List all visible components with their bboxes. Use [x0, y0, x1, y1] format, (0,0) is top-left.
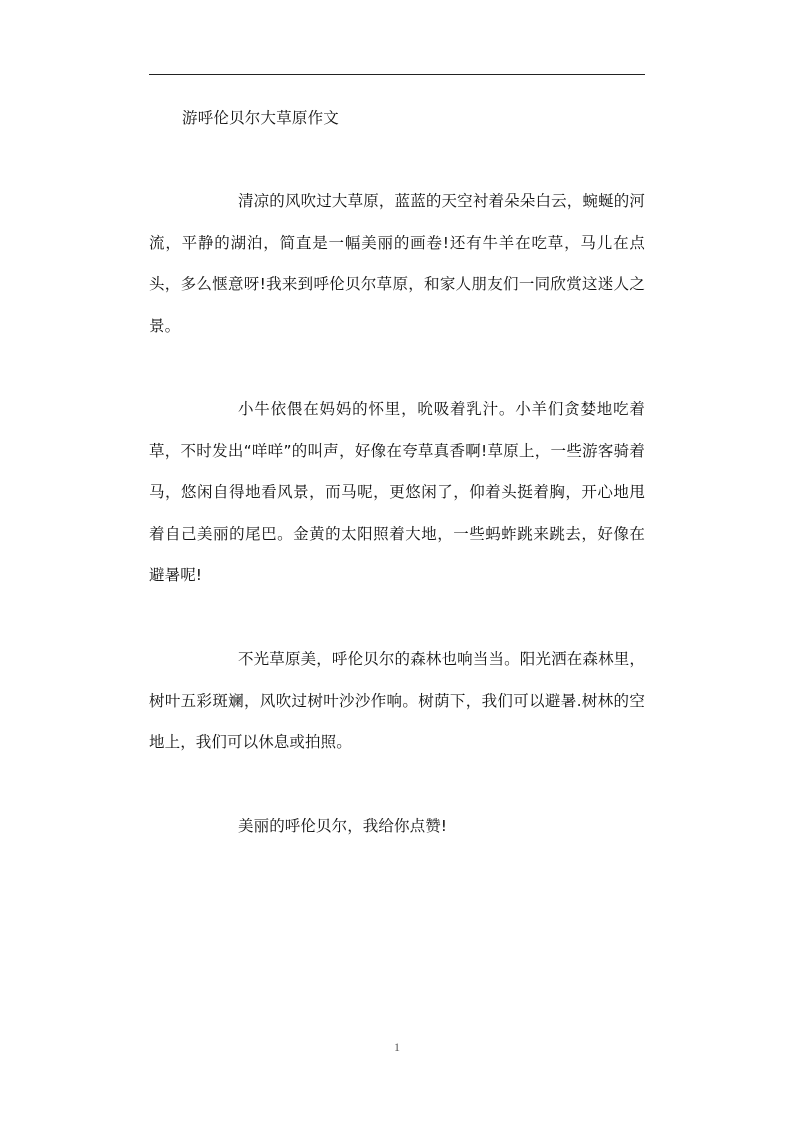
page-number: 1 — [394, 1040, 400, 1054]
header-rule — [149, 74, 645, 75]
paragraph-3: 不光草原美，呼伦贝尔的森林也响当当。阳光洒在森林里，树叶五彩斑斓，风吹过树叶沙沙作响。树荫下，我们可以避暑.树林的空地上，我们可以休息或拍照。 — [149, 650, 645, 751]
paragraph-2: 小牛依偎在妈妈的怀里，吮吸着乳汁。小羊们贪婪地吃着草，不时发出“咩咩”的叫声，好像在夸草真香啊!草原上，一些游客骑着马，悠闲自得地看风景，而马呢，更悠闲了，仰着头挺着胸，开心地甩着自己美丽的尾巴。金黄的太阳照着大地，一些蚂蚱跳来跳去，好像在避暑呢! — [149, 400, 645, 584]
paragraph-4: 美丽的呼伦贝尔，我给你点赞! — [238, 817, 448, 835]
document-title: 游呼伦贝尔大草原作文 — [182, 109, 340, 127]
paragraph-1: 清凉的风吹过大草原，蓝蓝的天空衬着朵朵白云，蜿蜒的河流，平静的湖泊，简直是一幅美丽的画卷!还有牛羊在吃草，马儿在点头，多么惬意呀!我来到呼伦贝尔草原，和家人朋友们一同欣赏这迷人之景。 — [149, 192, 645, 335]
